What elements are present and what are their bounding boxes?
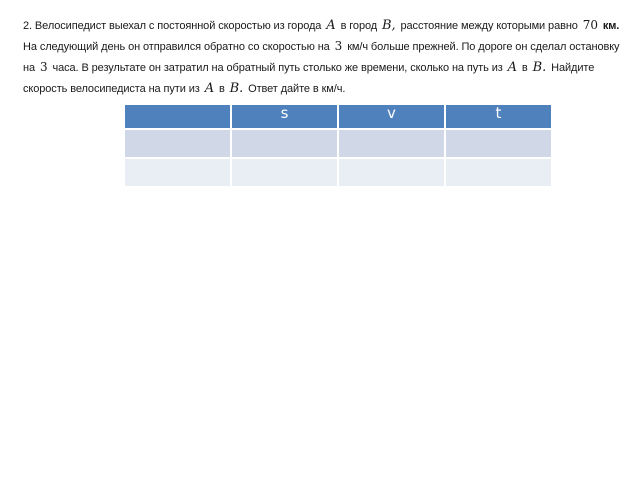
problem-text bbox=[23, 15, 623, 99]
problem-text-fragment: в bbox=[521, 62, 528, 74]
variable-a: A bbox=[507, 60, 517, 75]
problem-text-fragment: На следующий день он отправился обратно со скоростью на bbox=[23, 41, 330, 53]
variable-a: A bbox=[204, 81, 214, 96]
problem-line-1 bbox=[23, 15, 623, 36]
table-row bbox=[124, 129, 552, 158]
problem-text-fragment: часа. В результате он затратил на обратный путь столько же времени, сколько на путь из bbox=[52, 62, 503, 74]
problem-text-fragment: 2. Велосипедист выехал с постоянной скоростью из города bbox=[23, 20, 322, 32]
table-cell bbox=[124, 158, 231, 187]
problem-text-fragment: расстояние между которыми равно bbox=[400, 20, 578, 32]
problem-text-fragment: скорость велосипедиста на пути из bbox=[23, 83, 200, 95]
number-3: 3 bbox=[334, 39, 343, 53]
table-cell bbox=[445, 129, 552, 158]
table-cell bbox=[231, 129, 338, 158]
problem-line-3 bbox=[23, 57, 623, 78]
problem-text-fragment: на bbox=[23, 62, 35, 74]
table-header-row bbox=[124, 104, 552, 129]
table-header-cell bbox=[124, 104, 231, 129]
problem-text-fragment: Найдите bbox=[551, 62, 595, 74]
variable-b: B. bbox=[229, 81, 244, 96]
variable-a: A bbox=[326, 18, 336, 33]
svt-table bbox=[123, 103, 553, 188]
table-cell bbox=[338, 129, 445, 158]
table-cell bbox=[445, 158, 552, 187]
number-70: 70 bbox=[582, 18, 598, 32]
problem-text-fragment: Ответ дайте в км/ч. bbox=[248, 83, 346, 95]
variable-b: B. bbox=[532, 60, 547, 75]
table-row bbox=[124, 158, 552, 187]
problem-line-2 bbox=[23, 36, 623, 57]
problem-text-fragment: км. bbox=[602, 20, 620, 32]
number-3: 3 bbox=[39, 60, 48, 74]
problem-text-fragment: км/ч больше прежней. По дороге он сделал остановку bbox=[347, 41, 620, 53]
variable-b: B, bbox=[382, 18, 396, 33]
problem-line-4 bbox=[23, 78, 623, 99]
table-cell bbox=[338, 158, 445, 187]
table-header-v: v bbox=[338, 104, 445, 129]
table-cell bbox=[231, 158, 338, 187]
problem-text-fragment: в bbox=[218, 83, 225, 95]
table-header-t: t bbox=[445, 104, 552, 129]
table-header-s: s bbox=[231, 104, 338, 129]
problem-text-fragment: в город bbox=[340, 20, 378, 32]
table-cell bbox=[124, 129, 231, 158]
